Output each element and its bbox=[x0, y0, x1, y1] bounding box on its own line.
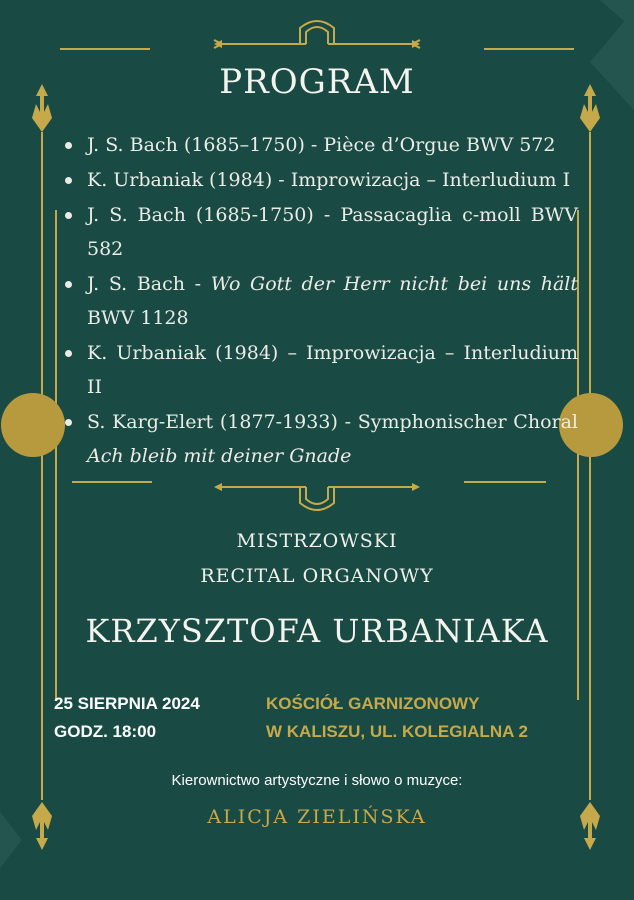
date-time-block bbox=[54, 690, 200, 746]
corner-diamond-top-right-2 bbox=[600, 0, 634, 30]
venue-block bbox=[266, 690, 528, 746]
program-item: J. S. Bach (1685-1750) - Passacaglia c-moll BWV 582 bbox=[62, 198, 578, 266]
top-ornament bbox=[60, 21, 574, 49]
program-item: K. Urbaniak (1984) - Improwizacja – Interludium I bbox=[62, 163, 578, 197]
program-item-italic-title: Wo Gott der Herr nicht bei uns hält bbox=[210, 273, 578, 295]
credit-label: Kierownictwo artystyczne i słowo o muzyce: bbox=[171, 772, 463, 789]
program-item: J. S. Bach (1685–1750) - Pièce d’Orgue BWV 572 bbox=[62, 128, 578, 162]
left-gold-circle bbox=[1, 393, 65, 457]
program-title: PROGRAM bbox=[219, 62, 415, 102]
right-vertical-lines bbox=[578, 132, 590, 800]
program-item: K. Urbaniak (1984) – Improwizacja – Interludium II bbox=[62, 336, 578, 404]
concert-time: GODZ. 18:00 bbox=[54, 722, 157, 741]
credit-name: ALICJA ZIELIŃSKA bbox=[207, 806, 427, 828]
performer-name: KRZYSZTOFA URBANIAKA bbox=[85, 612, 549, 650]
program-item: J. S. Bach - Wo Gott der Herr nicht bei uns hält BWV 1128 bbox=[62, 267, 578, 335]
program-item: S. Karg-Elert (1877-1933) - Symphonischer Choral Ach bleib mit deiner Gnade bbox=[62, 405, 578, 473]
program-item-italic-title: Ach bleib mit deiner Gnade bbox=[87, 445, 352, 467]
venue-address: W KALISZU, UL. KOLEGIALNA 2 bbox=[266, 722, 528, 741]
program-list bbox=[62, 128, 578, 474]
venue-name: KOŚCIÓŁ GARNIZONOWY bbox=[266, 694, 480, 713]
concert-date: 25 SIERPNIA 2024 bbox=[54, 694, 200, 713]
subtitle-line-1: MISTRZOWSKI bbox=[236, 530, 398, 552]
subtitle-line-2: RECITAL ORGANOWY bbox=[200, 565, 434, 587]
middle-ornament bbox=[72, 482, 546, 510]
